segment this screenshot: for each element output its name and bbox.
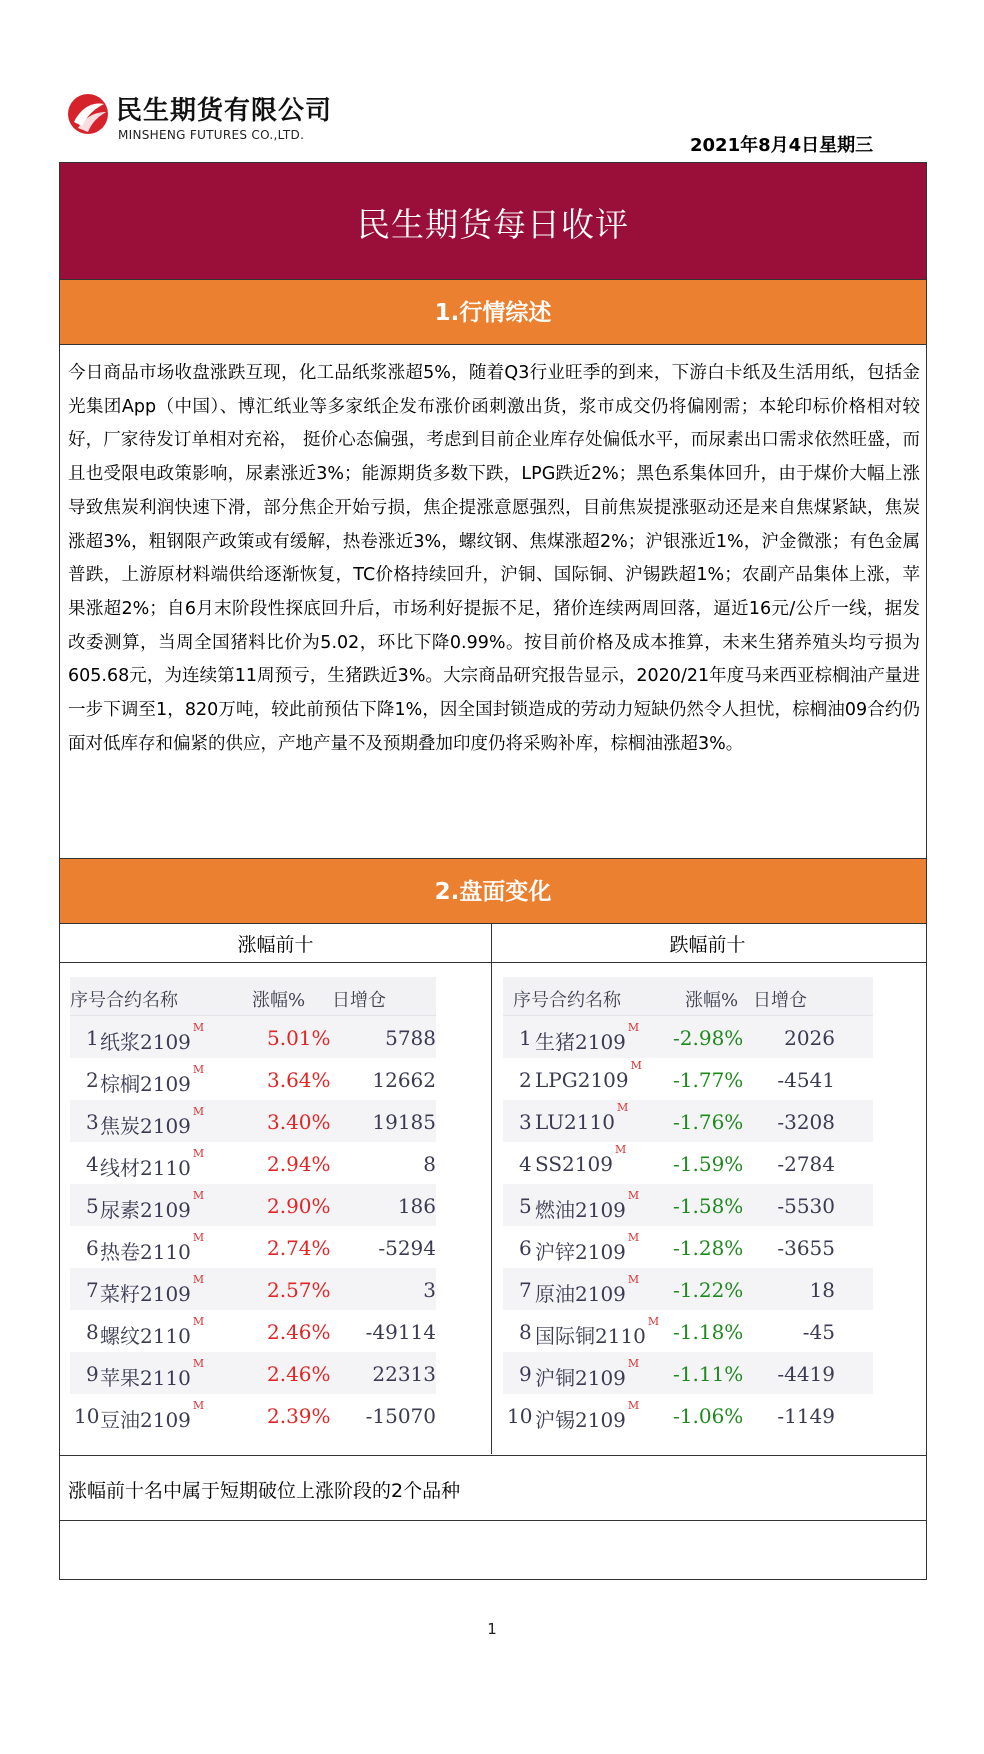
contract-name (535, 1315, 660, 1349)
report-title: 民生期货每日收评 (357, 205, 629, 244)
losers-title: 跌幅前十 (669, 934, 746, 956)
main-contract-marker: M (614, 1143, 627, 1157)
section-heading: 2.盘面变化 (434, 879, 552, 905)
contract-name-text: 沪锌2109 (535, 1240, 626, 1264)
table-row (503, 1058, 873, 1100)
header-change: 涨幅% (252, 990, 306, 1011)
change-percent: -1.06% (673, 1404, 744, 1428)
contract-name (100, 1063, 205, 1097)
table-row (70, 1310, 436, 1352)
change-percent: 2.46% (267, 1320, 331, 1344)
change-percent: 2.90% (267, 1194, 331, 1218)
main-contract-marker: M (192, 1273, 205, 1287)
contract-name (100, 1021, 205, 1055)
change-percent: 3.64% (267, 1068, 331, 1092)
top-ten-column-headers (60, 924, 926, 963)
contract-name (100, 1357, 205, 1391)
contract-name-text: 棕榈2109 (100, 1072, 191, 1096)
contract-name-text: 菜籽2109 (100, 1282, 191, 1306)
main-contract-marker: M (192, 1063, 205, 1077)
contract-name-text: 生猪2109 (535, 1030, 626, 1054)
report-frame (59, 162, 927, 1580)
row-index: 7 (519, 1278, 532, 1302)
main-contract-marker: M (192, 1189, 205, 1203)
open-interest-change: -3208 (777, 1110, 835, 1134)
row-index: 9 (86, 1362, 99, 1386)
table-row (503, 1268, 873, 1310)
page-number: 1 (487, 1620, 497, 1638)
contract-name-text: SS2109 (535, 1152, 613, 1176)
table-row (70, 1394, 436, 1436)
company-logo-icon (66, 92, 110, 136)
gainers-table (70, 977, 436, 1436)
main-contract-marker: M (630, 1059, 642, 1073)
open-interest-change: 2026 (784, 1026, 835, 1050)
table-header (70, 977, 436, 1016)
contract-name (535, 1399, 640, 1433)
main-contract-marker: M (627, 1231, 640, 1245)
change-percent: 2.74% (267, 1236, 331, 1260)
row-index: 3 (86, 1110, 99, 1134)
contract-name-text: 沪铜2109 (535, 1366, 626, 1390)
contract-name (535, 1059, 642, 1092)
main-contract-marker: M (192, 1147, 205, 1161)
gainers-title: 涨幅前十 (237, 934, 314, 956)
open-interest-change: -4419 (777, 1362, 835, 1386)
main-contract-marker: M (192, 1315, 205, 1329)
row-index: 9 (519, 1362, 532, 1386)
row-index: 5 (86, 1194, 99, 1218)
table-row (70, 1142, 436, 1184)
change-percent: 2.57% (267, 1278, 331, 1302)
open-interest-change: -2784 (777, 1152, 835, 1176)
contract-name (100, 1231, 205, 1265)
row-index: 2 (519, 1068, 532, 1092)
row-index: 2 (86, 1068, 99, 1092)
row-index: 1 (86, 1026, 99, 1050)
change-percent: -1.28% (673, 1236, 744, 1260)
contract-name (100, 1273, 205, 1307)
company-logo (66, 88, 356, 152)
table-row (503, 1100, 873, 1142)
row-index: 6 (86, 1236, 99, 1260)
contract-name (535, 1357, 640, 1391)
row-index: 1 (519, 1026, 532, 1050)
contract-name (535, 1189, 640, 1223)
contract-name-text: 尿素2109 (100, 1198, 191, 1222)
report-title-band (60, 163, 926, 280)
contract-name-text: LU2110 (535, 1110, 615, 1134)
open-interest-change: 19185 (372, 1110, 436, 1134)
row-index: 7 (86, 1278, 99, 1302)
header-oi: 日增仓 (753, 990, 807, 1011)
open-interest-change: -4541 (777, 1068, 835, 1092)
open-interest-change: 22313 (372, 1362, 436, 1386)
main-contract-marker: M (192, 1231, 205, 1245)
open-interest-change: 18 (809, 1278, 835, 1302)
contract-name-text: 沪锡2109 (535, 1408, 626, 1432)
change-percent: -1.22% (673, 1278, 744, 1302)
contract-name-text: 线材2110 (100, 1156, 191, 1180)
change-percent: -2.98% (673, 1026, 744, 1050)
main-contract-marker: M (627, 1189, 640, 1203)
main-contract-marker: M (192, 1021, 205, 1035)
contract-name (100, 1399, 205, 1433)
table-row (503, 1352, 873, 1394)
contract-name-text: 螺纹2110 (100, 1324, 191, 1348)
breakout-note-row (60, 1455, 926, 1521)
open-interest-change: 5788 (385, 1026, 436, 1050)
open-interest-change: -5530 (777, 1194, 835, 1218)
main-contract-marker: M (616, 1101, 629, 1115)
contract-name (535, 1231, 640, 1265)
losers-table (503, 977, 921, 1436)
row-index: 10 (74, 1404, 100, 1428)
contract-name (100, 1105, 205, 1139)
table-row (70, 1058, 436, 1100)
contract-name-text: 焦炭2109 (100, 1114, 191, 1138)
report-date: 2021年8月4日星期三 (690, 135, 874, 156)
header-seq-name: 序号合约名称 (70, 990, 178, 1011)
open-interest-change: 8 (423, 1152, 436, 1176)
contract-name-text: 国际铜2110 (535, 1324, 646, 1348)
contract-name-text: LPG2109 (535, 1068, 629, 1092)
table-row (503, 1016, 873, 1058)
change-percent: -1.76% (673, 1110, 744, 1134)
change-percent: 5.01% (267, 1026, 331, 1050)
row-index: 4 (86, 1152, 99, 1176)
table-row (503, 1142, 873, 1184)
main-contract-marker: M (627, 1273, 640, 1287)
open-interest-change: -1149 (777, 1404, 835, 1428)
main-contract-marker: M (192, 1357, 205, 1371)
header-oi: 日增仓 (332, 990, 386, 1011)
main-contract-marker: M (627, 1357, 640, 1371)
change-percent: 2.46% (267, 1362, 331, 1386)
change-percent: 2.94% (267, 1152, 331, 1176)
market-summary-text: 今日商品市场收盘涨跌互现，化工品纸浆涨超5%，随着Q3行业旺季的到来，下游白卡纸及生活用纸，包括金光集团App（中国）、博汇纸业等多家纸企发布涨价函刺激出货，浆市成交仍将偏刚需；本轮印标价格相对较好，厂家待发订单相对充裕， 挺价心态偏强，考虑到目前企业库存处偏低水平，而尿素出口需求依然旺盛，而且也受限电政策影响，尿素涨近3%；能源期货多数下跌，LPG跌近2%；黑色系集体回升，由于煤价大幅上涨导致焦炭利润快速下滑，部分焦企开始亏损，焦企提涨意愿强烈，目前焦炭提涨驱动还是来自焦煤紧缺，焦炭涨超3%，粗钢限产政策或有缓解，热卷涨近3%，螺纹钢、焦煤涨超2%；沪银涨近1%，沪金微涨；有色金属普跌，上游原材料端供给逐渐恢复，TC价格持续回升，沪铜、国际铜、沪锡跌超1%；农副产品集体上涨，苹果涨超2%；自6月末阶段性探底回升后，市场利好提振不足，猪价连续两周回落，逼近16元/公斤一线，据发改委测算，当周全国猪料比价为5.02，环比下降0.99%。按目前价格及成本推算，未来生猪养殖头均亏损为605.68元，为连续第11周预亏，生猪跌近3%。大宗商品研究报告显示，2020/21年度马来西亚棕榈油产量进一步下调至1，820万吨，较此前预估下降1%，因全国封锁造成的劳动力短缺仍然令人担忧，棕榈油09合约仍面对低库存和偏紧的供应，产地产量不及预期叠加印度仍将采购补库，棕榈油涨超3%。 (68, 363, 920, 754)
contract-name-text: 燃油2109 (535, 1198, 626, 1222)
company-name-en: MINSHENG FUTURES CO.,LTD. (118, 128, 305, 142)
table-row (70, 1226, 436, 1268)
contract-name (535, 1021, 640, 1055)
open-interest-change: 12662 (372, 1068, 436, 1092)
row-index: 6 (519, 1236, 532, 1260)
main-contract-marker: M (192, 1399, 205, 1413)
company-name-cn: 民生期货有限公司 (116, 96, 333, 126)
main-contract-marker: M (192, 1105, 205, 1119)
change-percent: 2.39% (267, 1404, 331, 1428)
section-heading: 1.行情综述 (434, 300, 552, 326)
contract-name (100, 1315, 205, 1349)
section-market-changes-header (60, 858, 926, 924)
table-row (503, 1184, 873, 1226)
contract-name (535, 1143, 627, 1176)
breakout-note: 涨幅前十名中属于短期破位上涨阶段的2个品种 (68, 1480, 461, 1502)
open-interest-change: -3655 (777, 1236, 835, 1260)
contract-name (100, 1147, 205, 1181)
contract-name (100, 1189, 205, 1223)
open-interest-change: -15070 (365, 1404, 436, 1428)
change-percent: -1.59% (673, 1152, 744, 1176)
table-row (70, 1100, 436, 1142)
row-index: 3 (519, 1110, 532, 1134)
table-row (70, 1184, 436, 1226)
contract-name-text: 热卷2110 (100, 1240, 191, 1264)
row-index: 8 (519, 1320, 532, 1344)
contract-name-text: 原油2109 (535, 1282, 626, 1306)
open-interest-change: 3 (423, 1278, 436, 1302)
main-contract-marker: M (627, 1399, 640, 1413)
section-market-summary-header (60, 279, 926, 345)
row-index: 4 (519, 1152, 532, 1176)
change-percent: -1.18% (673, 1320, 744, 1344)
table-row (70, 1016, 436, 1058)
change-percent: 3.40% (267, 1110, 331, 1134)
contract-name-text: 豆油2109 (100, 1408, 191, 1432)
row-index: 10 (507, 1404, 533, 1428)
contract-name-text: 纸浆2109 (100, 1030, 191, 1054)
table-row (70, 1352, 436, 1394)
contract-name (535, 1273, 640, 1307)
main-contract-marker: M (627, 1021, 640, 1035)
main-contract-marker: M (647, 1315, 660, 1329)
row-index: 5 (519, 1194, 532, 1218)
table-row (503, 1226, 873, 1268)
change-percent: -1.77% (673, 1068, 744, 1092)
change-percent: -1.58% (673, 1194, 744, 1218)
contract-name (535, 1101, 629, 1134)
table-row (70, 1268, 436, 1310)
open-interest-change: 186 (397, 1194, 436, 1218)
table-row (503, 1310, 873, 1352)
open-interest-change: -5294 (378, 1236, 436, 1260)
change-percent: -1.11% (673, 1362, 744, 1386)
contract-name-text: 苹果2110 (100, 1366, 191, 1390)
column-divider (491, 924, 492, 1454)
table-row (503, 1394, 873, 1436)
header-change: 涨幅% (685, 990, 739, 1011)
header-seq-name: 序号合约名称 (513, 990, 621, 1011)
open-interest-change: -45 (802, 1320, 835, 1344)
table-header (503, 977, 873, 1016)
row-index: 8 (86, 1320, 99, 1344)
open-interest-change: -49114 (365, 1320, 436, 1344)
